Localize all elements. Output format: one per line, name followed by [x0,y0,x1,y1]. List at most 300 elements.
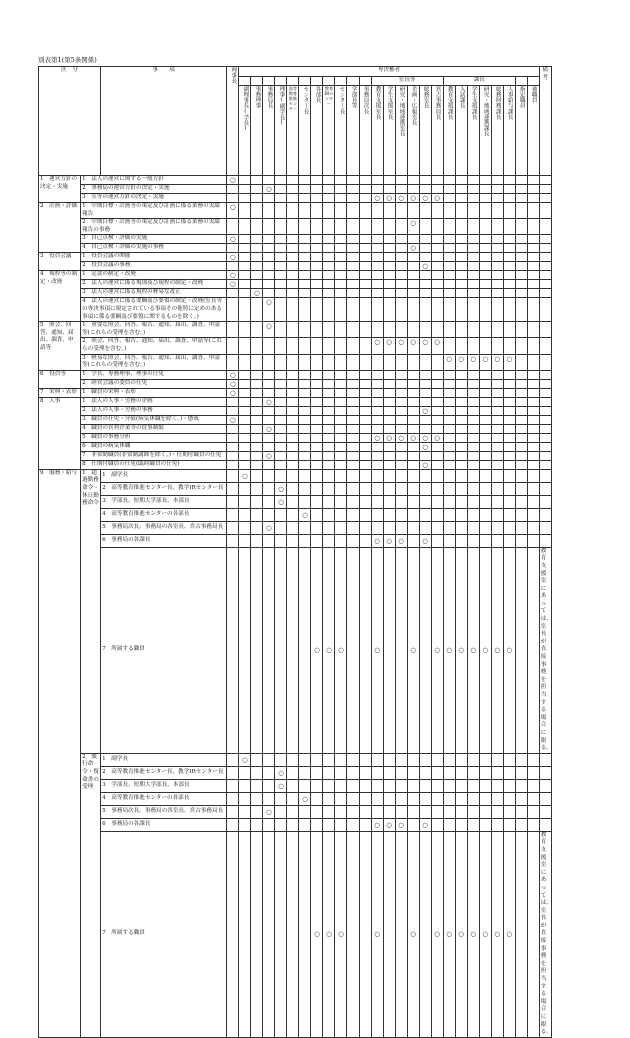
item-text [81,289,227,298]
authority-cell [335,521,347,534]
authority-cell [359,792,371,805]
authority-cell [491,244,503,253]
authority-cell [455,219,467,235]
authority-cell [515,244,527,253]
authority-mark: ○ [407,831,419,1037]
authority-cell [455,244,467,253]
authority-cell [443,235,455,244]
authority-cell [455,388,467,397]
authority-cell [347,469,359,482]
authority-cell [395,289,407,298]
authority-cell [275,244,287,253]
authority-cell [311,805,323,818]
authority-cell [275,424,287,433]
authority-cell [527,831,539,1037]
authority-cell [431,451,443,460]
header-bikou: 備 考 [539,67,551,176]
authority-mark: ○ [263,185,275,194]
authority-cell [359,547,371,753]
authority-table [38,66,594,1038]
authority-cell [251,482,263,495]
note-cell [539,194,551,203]
authority-cell [227,460,239,469]
authority-cell [311,521,323,534]
authority-cell [467,253,479,262]
authority-cell [515,298,527,322]
authority-mark: ○ [419,433,431,442]
authority-cell [251,451,263,460]
authority-cell [491,818,503,831]
authority-cell [515,280,527,289]
authority-cell [239,262,251,271]
authority-cell [371,469,383,482]
authority-cell [263,176,275,185]
authority-cell [443,779,455,792]
authority-cell [263,534,275,547]
authority-cell [515,253,527,262]
table-row [39,495,594,508]
authority-cell [479,469,491,482]
authority-cell [335,766,347,779]
authority-cell [251,262,263,271]
header-col-13: 学生支援室長 [383,86,395,176]
authority-cell [251,322,263,338]
item-text [81,370,227,379]
authority-cell [347,433,359,442]
authority-cell [347,235,359,244]
authority-cell [311,235,323,244]
authority-cell [395,805,407,818]
note-cell [539,370,551,379]
authority-cell [383,176,395,185]
authority-cell [467,298,479,322]
authority-cell [263,244,275,253]
item-text [101,805,227,818]
header-kubun: 区 分 [39,67,101,176]
table-row [39,280,594,289]
authority-cell [443,424,455,433]
authority-cell [527,805,539,818]
note-cell [539,451,551,460]
item-number: 2 [82,262,86,269]
authority-cell [227,805,239,818]
authority-cell [359,469,371,482]
authority-cell [407,415,419,424]
authority-cell [287,280,299,289]
authority-cell [359,253,371,262]
authority-mark: ○ [371,534,383,547]
authority-cell [455,415,467,424]
authority-cell [431,185,443,194]
authority-cell [323,354,335,370]
authority-cell [227,262,239,271]
note-cell [539,388,551,397]
authority-cell [407,370,419,379]
note-cell [539,482,551,495]
authority-cell [479,534,491,547]
authority-cell [347,253,359,262]
authority-cell [383,298,395,322]
authority-cell [299,451,311,460]
authority-cell [299,194,311,203]
authority-cell [383,354,395,370]
authority-cell [479,805,491,818]
authority-cell [251,792,263,805]
authority-cell [251,253,263,262]
authority-cell [323,203,335,219]
authority-cell [239,219,251,235]
authority-cell [287,370,299,379]
authority-cell [479,818,491,831]
item-description: 法人の運営に係る規則及び規程の制定・改廃 [91,280,204,287]
authority-cell [335,219,347,235]
authority-cell [455,805,467,818]
authority-mark: ○ [227,388,239,397]
category-label: 7 栄典・表彰 [39,388,81,397]
authority-cell [335,424,347,433]
authority-cell [503,379,515,388]
authority-cell [527,521,539,534]
authority-cell [275,370,287,379]
authority-cell [299,203,311,219]
authority-cell [335,415,347,424]
authority-cell [299,262,311,271]
authority-cell [503,792,515,805]
authority-cell [431,424,443,433]
authority-cell [371,451,383,460]
header-col-23: 人事給与課長 [503,86,515,176]
authority-cell [395,176,407,185]
authority-cell [299,289,311,298]
authority-cell [335,451,347,460]
authority-mark: ○ [227,370,239,379]
authority-cell [443,244,455,253]
authority-cell [251,433,263,442]
item-number: 2 [82,406,86,413]
item-description: 軽易な照会、回答、報告、通知、届出、調査、申請等(これらの受理を含む。) [82,354,220,369]
authority-cell [503,235,515,244]
authority-mark: ○ [419,442,431,451]
item-text [81,298,227,322]
authority-cell [467,280,479,289]
authority-cell [371,176,383,185]
authority-cell [335,388,347,397]
authority-cell [503,338,515,354]
authority-cell [287,219,299,235]
authority-cell [323,805,335,818]
note-cell [539,322,551,338]
authority-cell [347,415,359,424]
authority-cell [419,219,431,235]
item-text [81,219,227,235]
authority-cell [359,442,371,451]
authority-cell [431,406,443,415]
authority-cell [515,495,527,508]
authority-mark: ○ [431,547,443,753]
authority-cell [323,235,335,244]
item-number: 2 [82,379,86,386]
authority-cell [227,424,239,433]
item-description: 高等教育推進センターの各部長 [111,794,190,801]
authority-cell [455,460,467,469]
authority-cell [359,244,371,253]
header-col-16: 総務室長 [419,86,431,176]
authority-cell [347,397,359,406]
authority-cell [527,271,539,280]
authority-cell [395,521,407,534]
authority-cell [239,388,251,397]
authority-cell [335,406,347,415]
authority-cell [383,442,395,451]
authority-cell [335,379,347,388]
authority-cell [371,262,383,271]
authority-cell [287,262,299,271]
authority-cell [431,534,443,547]
table-row [39,433,594,442]
authority-mark: ○ [227,271,239,280]
authority-cell [359,322,371,338]
authority-cell [371,354,383,370]
authority-cell [299,185,311,194]
authority-cell [299,271,311,280]
item-number: 2 [82,185,86,191]
authority-mark: ○ [275,779,287,792]
authority-mark: ○ [263,298,275,322]
authority-cell [491,370,503,379]
authority-cell [395,442,407,451]
authority-cell [263,388,275,397]
authority-cell [299,280,311,289]
authority-cell [383,185,395,194]
authority-cell [335,779,347,792]
header-blank-3 [263,77,275,86]
note-cell [539,271,551,280]
item-number: 4 [82,244,86,251]
authority-cell [407,424,419,433]
authority-cell [467,370,479,379]
authority-cell [287,442,299,451]
table-row [39,322,594,338]
authority-cell [383,495,395,508]
authority-cell [515,805,527,818]
item-description: 職員の栄典・表彰 [91,388,136,395]
authority-mark: ○ [251,289,263,298]
authority-cell [311,219,323,235]
authority-cell [311,397,323,406]
authority-cell [239,271,251,280]
authority-cell [227,185,239,194]
authority-cell [323,388,335,397]
authority-cell [347,354,359,370]
authority-cell [227,547,239,753]
authority-cell [515,219,527,235]
authority-cell [251,779,263,792]
authority-cell [479,219,491,235]
authority-cell [335,203,347,219]
authority-cell [467,482,479,495]
authority-mark: ○ [371,194,383,203]
authority-cell [383,262,395,271]
authority-cell [311,818,323,831]
authority-cell [359,219,371,235]
authority-cell [275,433,287,442]
authority-cell [419,235,431,244]
authority-cell [419,779,431,792]
authority-mark: ○ [419,406,431,415]
note-cell [539,253,551,262]
authority-cell [359,280,371,289]
authority-cell [443,176,455,185]
authority-cell [395,547,407,753]
item-description: 職員の営利企業等の従事制限 [91,424,164,431]
authority-cell [263,406,275,415]
authority-cell [443,262,455,271]
authority-cell [455,280,467,289]
table-row [39,253,594,262]
authority-cell [431,792,443,805]
note-cell [539,379,551,388]
authority-cell [455,442,467,451]
authority-cell [443,219,455,235]
item-text [81,235,227,244]
authority-cell [503,482,515,495]
authority-cell [347,185,359,194]
authority-cell [311,253,323,262]
item-text [101,818,227,831]
authority-cell [299,831,311,1037]
authority-cell [383,219,395,235]
authority-cell [239,185,251,194]
authority-cell [299,235,311,244]
authority-cell [491,289,503,298]
authority-cell [515,521,527,534]
authority-cell [347,379,359,388]
authority-cell [479,397,491,406]
authority-cell [287,185,299,194]
authority-cell [503,176,515,185]
authority-cell [251,424,263,433]
authority-cell [479,338,491,354]
authority-cell [455,379,467,388]
authority-cell [275,379,287,388]
authority-cell [299,415,311,424]
authority-cell [419,185,431,194]
table-header [39,67,594,176]
authority-cell [407,397,419,406]
authority-cell [227,397,239,406]
authority-cell [395,779,407,792]
authority-cell [311,370,323,379]
item-number: 1 [82,253,86,260]
item-text [81,244,227,253]
authority-cell [239,433,251,442]
authority-cell [239,354,251,370]
authority-cell [419,766,431,779]
authority-cell [419,508,431,521]
authority-mark: ○ [239,753,251,766]
item-number: 1 [82,176,86,182]
authority-cell [455,176,467,185]
item-number: 3 [102,497,106,504]
authority-cell [527,338,539,354]
authority-cell [467,176,479,185]
authority-cell [251,298,263,322]
authority-cell [395,766,407,779]
authority-cell [419,495,431,508]
note-cell [539,753,551,766]
authority-cell [299,298,311,322]
authority-cell [479,792,491,805]
authority-cell [335,460,347,469]
authority-cell [491,469,503,482]
authority-cell [371,415,383,424]
authority-cell [383,779,395,792]
header-col-9: センター長 [335,86,347,176]
authority-cell [419,354,431,370]
authority-cell [479,370,491,379]
authority-mark: ○ [431,338,443,354]
authority-cell [371,235,383,244]
authority-mark: ○ [479,547,491,753]
table-row [39,779,594,792]
authority-cell [491,433,503,442]
authority-cell [287,779,299,792]
authority-cell [527,253,539,262]
authority-cell [503,253,515,262]
authority-cell [527,176,539,185]
note-cell [539,442,551,451]
authority-cell [443,253,455,262]
authority-cell [287,397,299,406]
authority-cell [383,203,395,219]
table-row [39,219,594,235]
authority-cell [275,805,287,818]
authority-cell [263,338,275,354]
authority-cell [251,370,263,379]
authority-cell [239,406,251,415]
authority-cell [275,298,287,322]
authority-cell [479,388,491,397]
note-cell [539,792,551,805]
authority-cell [227,521,239,534]
item-description: 所属する職員 [111,930,145,937]
authority-cell [287,322,299,338]
category-label: 4 規程等の制定・改廃 [39,271,81,322]
authority-cell [371,521,383,534]
table-row [39,415,594,424]
authority-cell [443,508,455,521]
authority-cell [491,406,503,415]
authority-cell [443,370,455,379]
authority-cell [275,176,287,185]
authority-cell [515,818,527,831]
authority-cell [263,753,275,766]
authority-cell [419,370,431,379]
authority-cell [491,792,503,805]
authority-mark: ○ [263,397,275,406]
authority-cell [371,792,383,805]
table-row [39,460,594,469]
authority-cell [407,262,419,271]
authority-cell [275,521,287,534]
authority-cell [455,271,467,280]
authority-cell [395,262,407,271]
authority-cell [491,176,503,185]
authority-cell [263,766,275,779]
authority-cell [395,469,407,482]
authority-cell [515,370,527,379]
authority-cell [359,406,371,415]
